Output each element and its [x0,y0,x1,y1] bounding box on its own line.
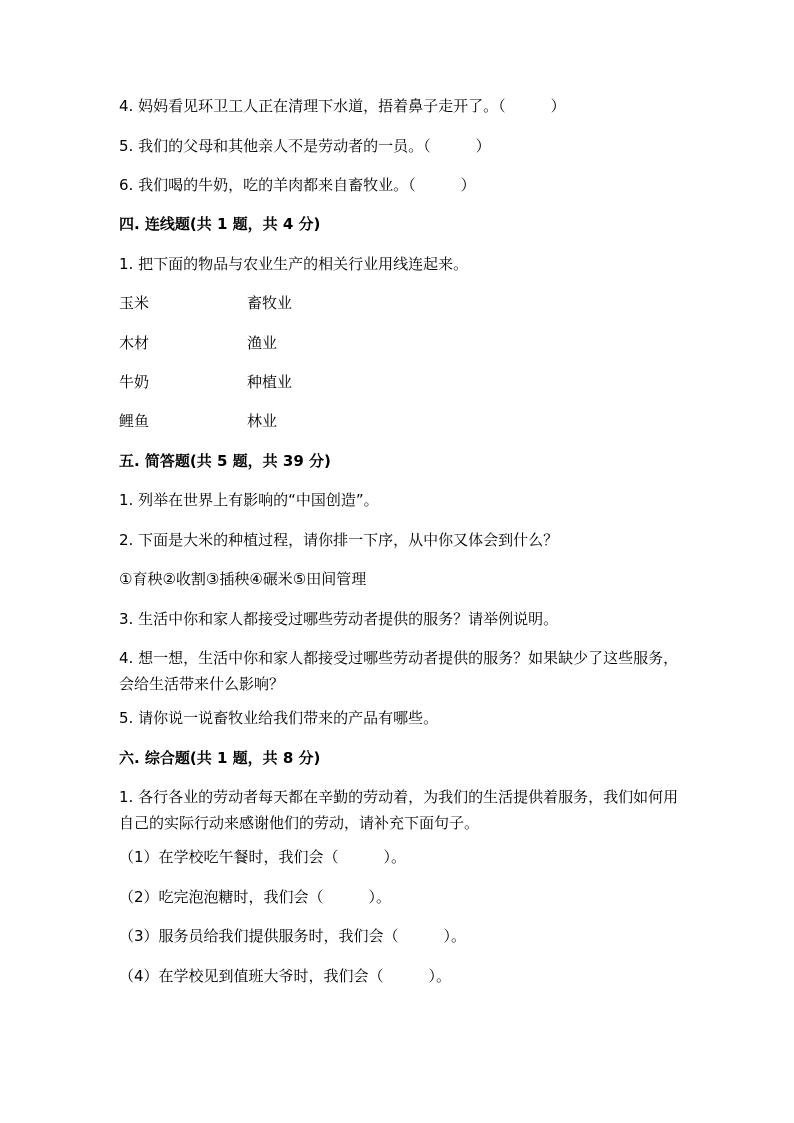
comprehensive-sub-4: （4）在学校见到值班大爷时，我们会（ ）。 [119,967,452,985]
matching-question: 1. 把下面的物品与农业生产的相关行业用线连起来。 [119,255,469,273]
judge-item-4: 4. 妈妈看见环卫工人正在清理下水道，捂着鼻子走开了。（ ） [119,97,566,115]
section-heading-matching: 四. 连线题(共 1 题，共 4 分) [119,215,321,233]
section-heading-comprehensive: 六. 综合题(共 1 题，共 8 分) [119,749,321,767]
short-answer-q2-options: ①育秧②收割③插秧④碾米⑤田间管理 [119,570,367,588]
comprehensive-sub-1: （1）在学校吃午餐时，我们会（ ）。 [119,848,407,866]
section-heading-short-answer: 五. 简答题(共 5 题，共 39 分) [119,452,331,470]
matching-right-item: 林业 [247,412,278,430]
short-answer-q4: 4. 想一想，生活中你和家人都接受过哪些劳动者提供的服务？如果缺少了这些服务，会给生活带来什么影响？ [119,649,679,693]
matching-right-item: 渔业 [247,334,278,352]
matching-left-item: 玉米 [119,294,150,312]
matching-left-item: 鲤鱼 [119,412,150,430]
short-answer-q3: 3. 生活中你和家人都接受过哪些劳动者提供的服务？请举例说明。 [119,610,559,628]
comprehensive-sub-3: （3）服务员给我们提供服务时，我们会（ ）。 [119,927,467,945]
matching-right-item: 畜牧业 [247,294,293,312]
matching-right-item: 种植业 [247,373,293,391]
matching-left-item: 牛奶 [119,373,150,391]
judge-item-6: 6. 我们喝的牛奶，吃的羊肉都来自畜牧业。（ ） [119,176,476,194]
short-answer-q1: 1. 列举在世界上有影响的“中国创造”。 [119,491,379,509]
comprehensive-sub-2: （2）吃完泡泡糖时，我们会（ ）。 [119,888,392,906]
short-answer-q2: 2. 下面是大米的种植过程，请你排一下序，从中你又体会到什么？ [119,531,559,549]
matching-left-item: 木材 [119,334,150,352]
comprehensive-q1: 1. 各行各业的劳动者每天都在辛勤的劳动着，为我们的生活提供着服务，我们如何用自己的实际行动来感谢他们的劳动，请补充下面句子。 [119,788,679,832]
judge-item-5: 5. 我们的父母和其他亲人不是劳动者的一员。（ ） [119,137,491,155]
short-answer-q5: 5. 请你说一说畜牧业给我们带来的产品有哪些。 [119,709,439,727]
